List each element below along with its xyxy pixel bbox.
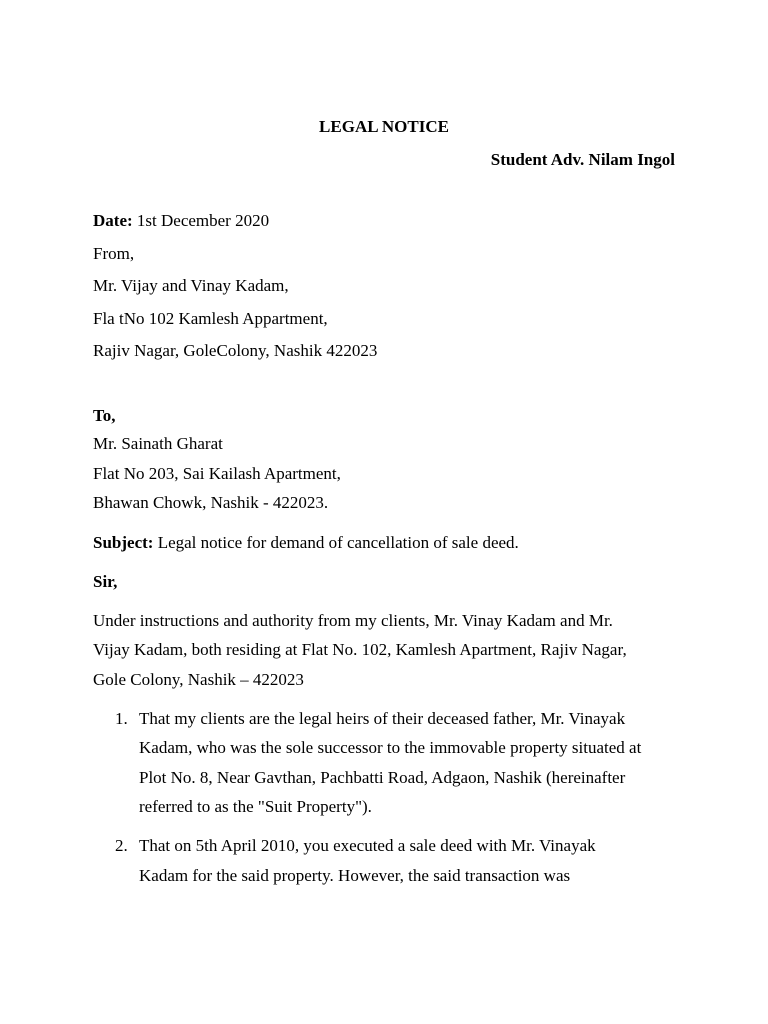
list-item-line: Kadam, who was the sole successor to the immovable property situated at xyxy=(139,738,642,757)
intro-paragraph-line: Under instructions and authority from my clients, Mr. Vinay Kadam and Mr. xyxy=(93,611,613,630)
from-address-line: Rajiv Nagar, GoleColony, Nashik 422023 xyxy=(93,341,378,360)
salutation: Sir, xyxy=(93,572,118,591)
date-line xyxy=(93,211,269,231)
to-label: To, xyxy=(93,406,116,425)
document-title: LEGAL NOTICE xyxy=(319,117,449,136)
date-value: 1st December 2020 xyxy=(132,211,270,230)
subject-label: Subject: xyxy=(93,533,154,552)
from-address-line: Mr. Vijay and Vinay Kadam, xyxy=(93,276,289,295)
list-item-line: That my clients are the legal heirs of their deceased father, Mr. Vinayak xyxy=(139,709,626,728)
subject-line xyxy=(93,533,519,553)
intro-paragraph-line: Gole Colony, Nashik – 422023 xyxy=(93,670,304,689)
date-label: Date: xyxy=(93,211,133,230)
to-address-line: Bhawan Chowk, Nashik - 422023. xyxy=(93,493,329,512)
list-item-line: Kadam for the said property. However, the said transaction was xyxy=(139,866,571,885)
from-address-line: Fla tNo 102 Kamlesh Appartment, xyxy=(93,309,328,328)
list-item-line: Plot No. 8, Near Gavthan, Pachbatti Road, Adgaon, Nashik (hereinafter xyxy=(139,768,626,787)
from-label: From, xyxy=(93,244,135,263)
to-address-line: Flat No 203, Sai Kailash Apartment, xyxy=(93,464,341,483)
subject-value: Legal notice for demand of cancellation of sale deed. xyxy=(153,533,519,552)
intro-paragraph-line: Vijay Kadam, both residing at Flat No. 102, Kamlesh Apartment, Rajiv Nagar, xyxy=(93,640,627,659)
list-item-line: referred to as the "Suit Property"). xyxy=(139,797,372,816)
author-line: Student Adv. Nilam Ingol xyxy=(490,150,675,169)
list-item-number: 2. xyxy=(115,836,128,855)
list-item-line: That on 5th April 2010, you executed a sale deed with Mr. Vinayak xyxy=(139,836,596,855)
to-address-line: Mr. Sainath Gharat xyxy=(93,434,223,453)
list-item-number: 1. xyxy=(115,709,128,728)
